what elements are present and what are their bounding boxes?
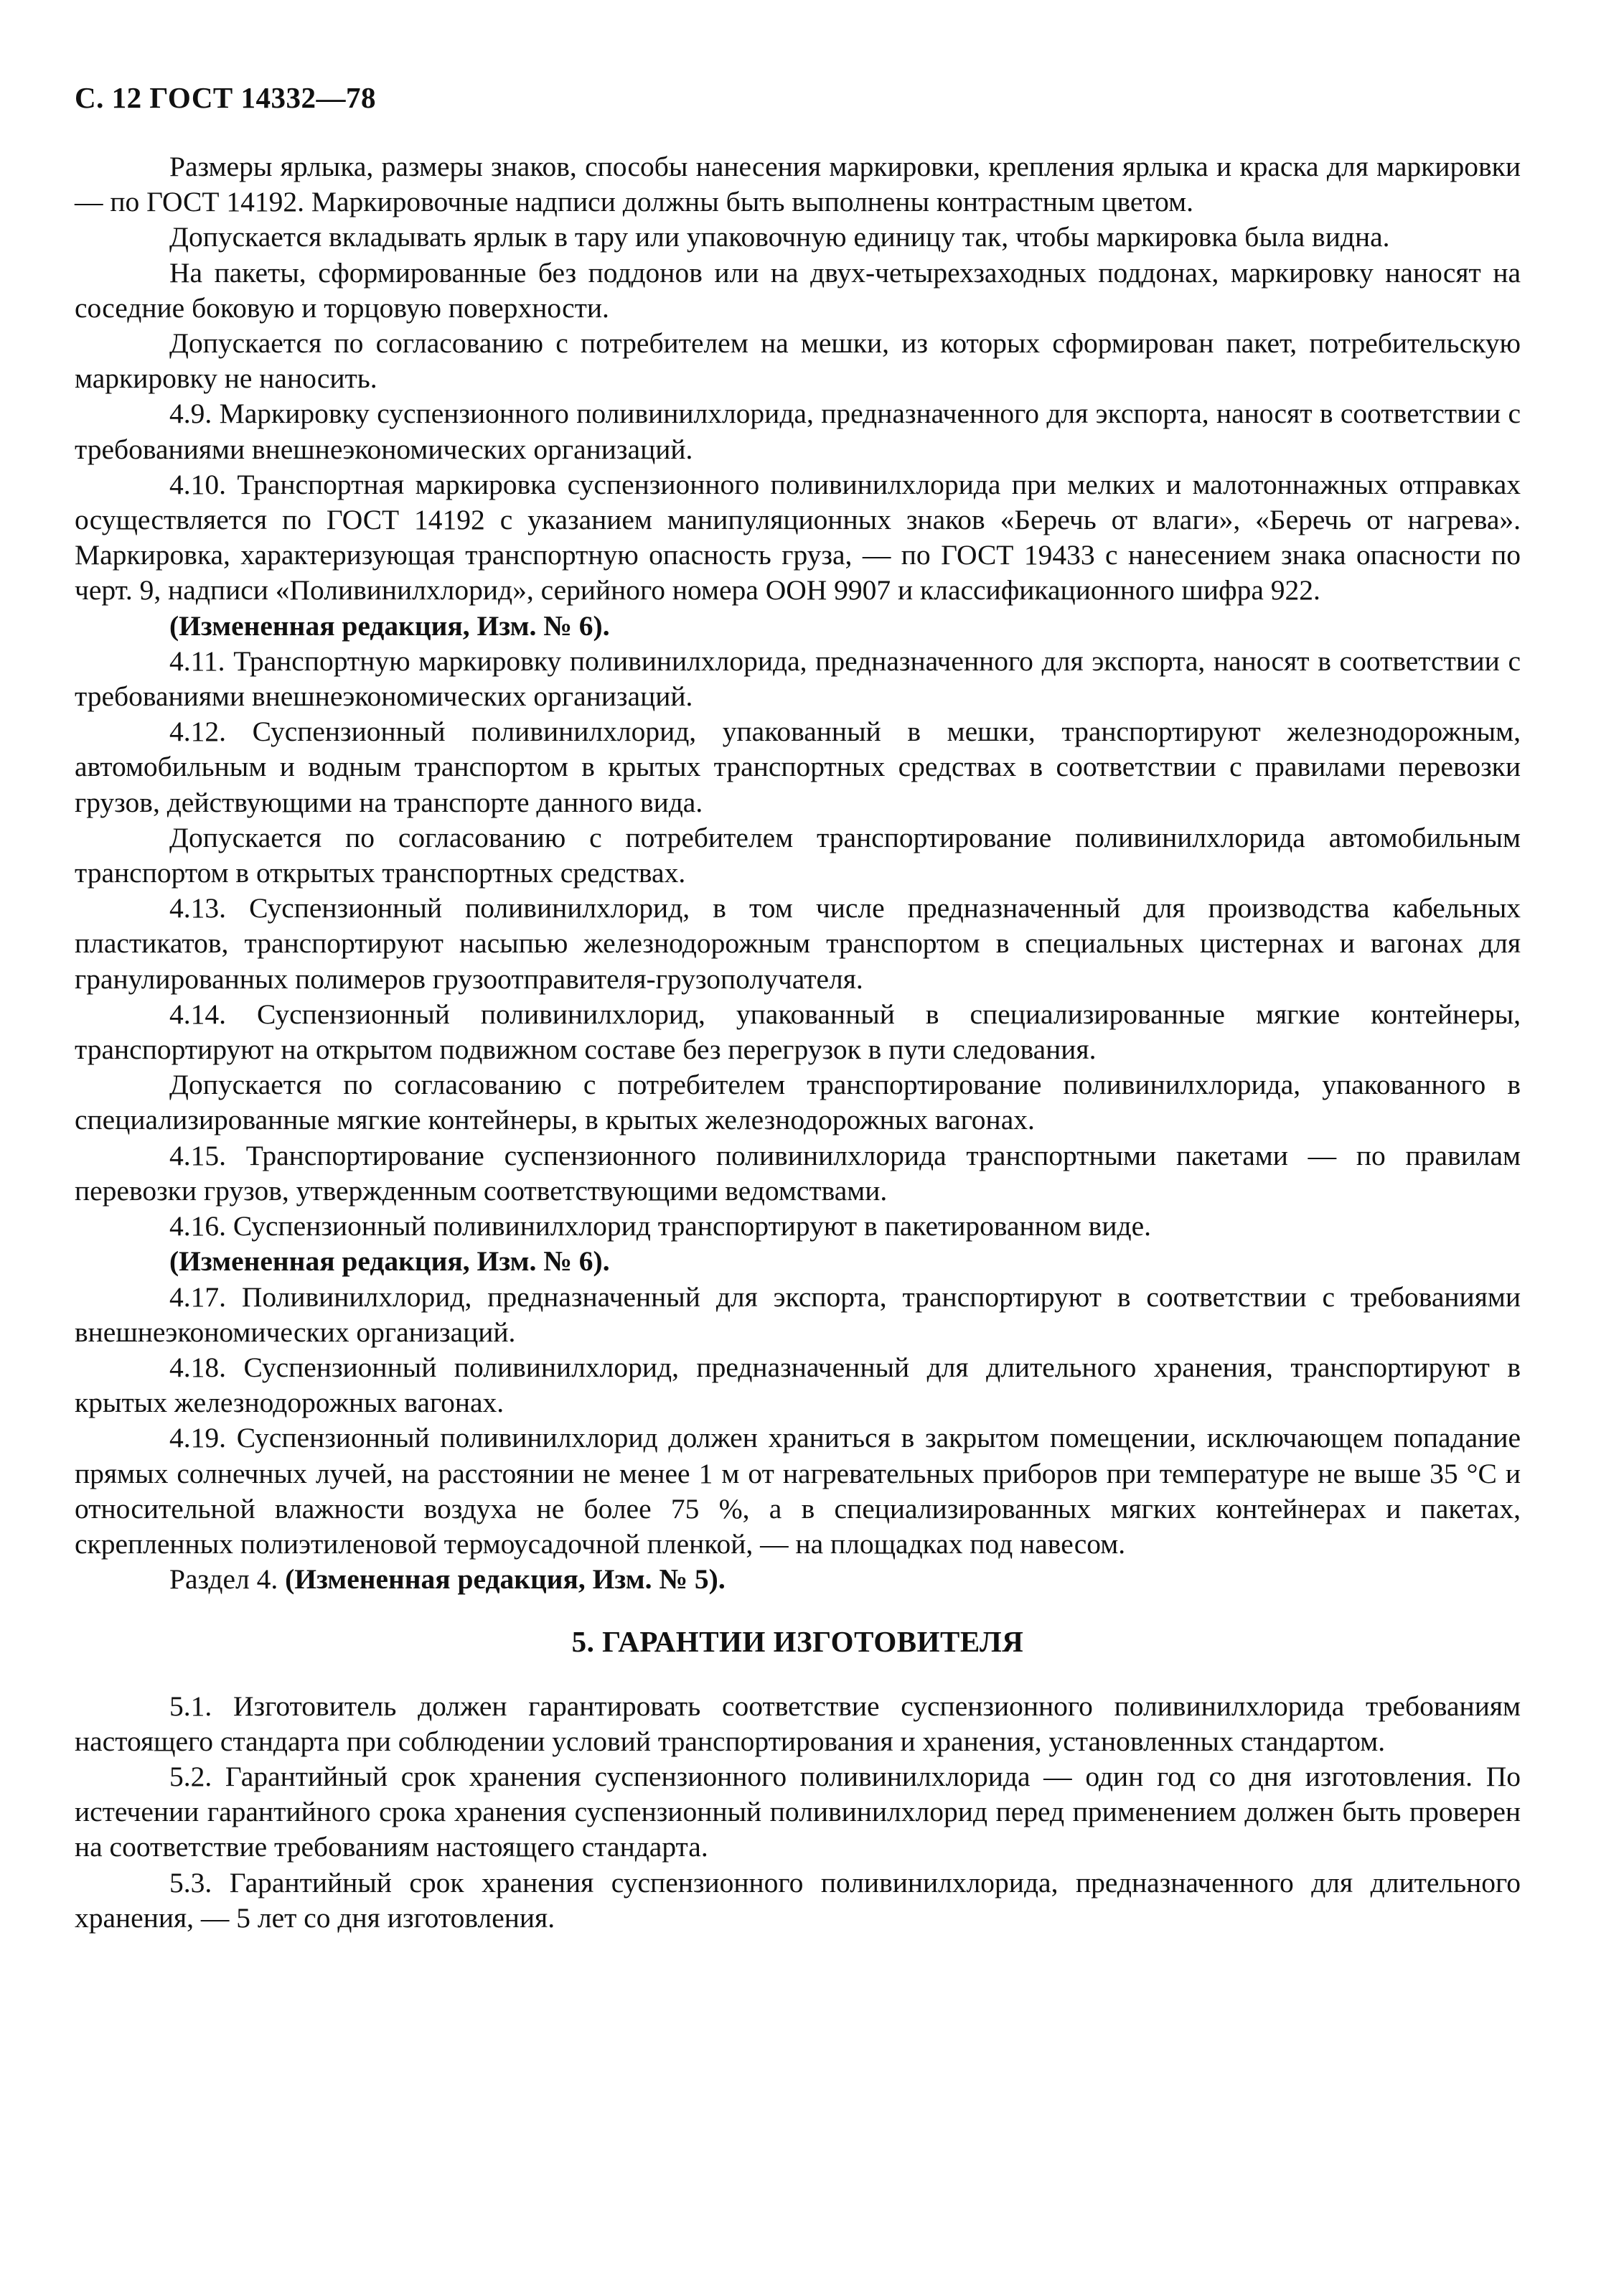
clause-4-16: 4.16. Суспензионный поливинилхлорид транспортируют в пакетированном виде. (169, 1210, 1151, 1242)
clause-5-1: 5.1. Изготовитель должен гарантировать соответствие суспензионного поливинилхлорида требованиям настоящего стандарта при соблюдении условий транспортирования и хранения, установленных стандартом. (75, 1690, 1521, 1757)
clause-4-9: 4.9. Маркировку суспензионного поливинилхлорида, предназначенного для экспорта, наносят в соответствии с требованиями внешнеэкономических организаций. (75, 398, 1521, 465)
section-4-amendment-note (75, 1562, 1521, 1597)
clause-4-17: 4.17. Поливинилхлорид, предназначенный для экспорта, транспортируют в соответствии с требованиями внешнеэкономических организаций. (75, 1280, 1521, 1348)
clause-4-14: 4.14. Суспензионный поливинилхлорид, упакованный в специализированные мягкие контейнеры, транспортируют на открытом подвижном составе без перегрузок в пути следования. (75, 998, 1521, 1066)
amendment-note-bold: (Измененная редакция, Изм. № 5). (285, 1563, 726, 1596)
clause-4-10: 4.10. Транспортная маркировка суспензионного поливинилхлорида при мелких и малотоннажных отправках осуществляется по ГОСТ 14192 с указанием манипуляционных знаков «Беречь от влаги», «Беречь от нагрева». Маркировка, характеризующая транспортную опасность груза, — по ГОСТ 19433 с нанесением знака опасности по черт. 9, надписи «Поливинилхлорид», серийного номера ООН 9907 и классификационного шифра 922. (75, 468, 1521, 607)
paragraph-packets-marking: На пакеты, сформированные без поддонов или на двух-четырехзаходных поддонах, маркировку наносят на соседние боковую и торцовую поверхности. (75, 256, 1521, 324)
amendment-note: (Измененная редакция, Изм. № 6). (169, 609, 610, 642)
paragraph-consumer-marking: Допускается по согласованию с потребителем на мешки, из которых сформирован пакет, потребительскую маркировку не наносить. (75, 327, 1521, 395)
clause-4-13: 4.13. Суспензионный поливинилхлорид, в том числе предназначенный для производства кабельных пластикатов, транспортируют насыпью железнодорожным транспортом в специальных цистернах и вагонах для гранулированных полимеров грузоотправителя-грузополучателя. (75, 892, 1521, 995)
paragraph-label-inside: Допускается вкладывать ярлык в тару или упаковочную единицу так, чтобы маркировка была видна. (169, 221, 1390, 253)
clause-4-12: 4.12. Суспензионный поливинилхлорид, упакованный в мешки, транспортируют железнодорожным, автомобильным и водным транспортом в крытых транспортных средствах в соответствии с правилами перевозки грузов, действующими на транспорте данного вида. (75, 716, 1521, 818)
section-4-label: Раздел 4. (169, 1563, 278, 1596)
document-body (75, 149, 1521, 1936)
clause-4-19: 4.19. Суспензионный поливинилхлорид должен храниться в закрытом помещении, исключающем попадание прямых солнечных лучей, на расстоянии не менее 1 м от нагревательных приборов при температуре не выше 35 °С и относительной влажности воздуха не более 75 %, а в специализированных мягких контейнерах и пакетах, скрепленных полиэтиленовой термоусадочной пленкой, — на площадках под навесом. (75, 1422, 1521, 1560)
paragraph-marking-label: Размеры ярлыка, размеры знаков, способы нанесения маркировки, крепления ярлыка и краска для маркировки — по ГОСТ 14192. Маркировочные надписи должны быть выполнены контрастным цветом. (75, 151, 1521, 218)
clause-5-2: 5.2. Гарантийный срок хранения суспензионного поливинилхлорида — один год со дня изготовления. По истечении гарантийного срока хранения суспензионный поливинилхлорид перед применением должен быть проверен на соответствие требованиям настоящего стандарта. (75, 1760, 1521, 1863)
paragraph-covered-wagons: Допускается по согласованию с потребителем транспортирование поливинилхлорида, упакованного в специализированные мягкие контейнеры, в крытых железнодорожных вагонах. (75, 1069, 1521, 1136)
section-title: 5. ГАРАНТИИ ИЗГОТОВИТЕЛЯ (571, 1625, 1024, 1659)
running-header: С. 12 ГОСТ 14332—78 (75, 81, 377, 114)
paragraph-open-transport: Допускается по согласованию с потребителем транспортирование поливинилхлорида автомобильным транспортом в открытых транспортных средствах. (75, 821, 1521, 889)
clause-4-18: 4.18. Суспензионный поливинилхлорид, предназначенный для длительного хранения, транспортируют в крытых железнодорожных вагонах. (75, 1351, 1521, 1419)
clause-4-11: 4.11. Транспортную маркировку поливинилхлорида, предназначенного для экспорта, наносят в соответствии с требованиями внешнеэкономических организаций. (75, 645, 1521, 713)
amendment-note: (Измененная редакция, Изм. № 6). (169, 1245, 610, 1278)
clause-5-3: 5.3. Гарантийный срок хранения суспензионного поливинилхлорида, предназначенного для длительного хранения, — 5 лет со дня изготовления. (75, 1866, 1521, 1934)
clause-4-15: 4.15. Транспортирование суспензионного поливинилхлорида транспортными пакетами — по правилам перевозки грузов, утвержденным соответствующими ведомствами. (75, 1139, 1521, 1207)
